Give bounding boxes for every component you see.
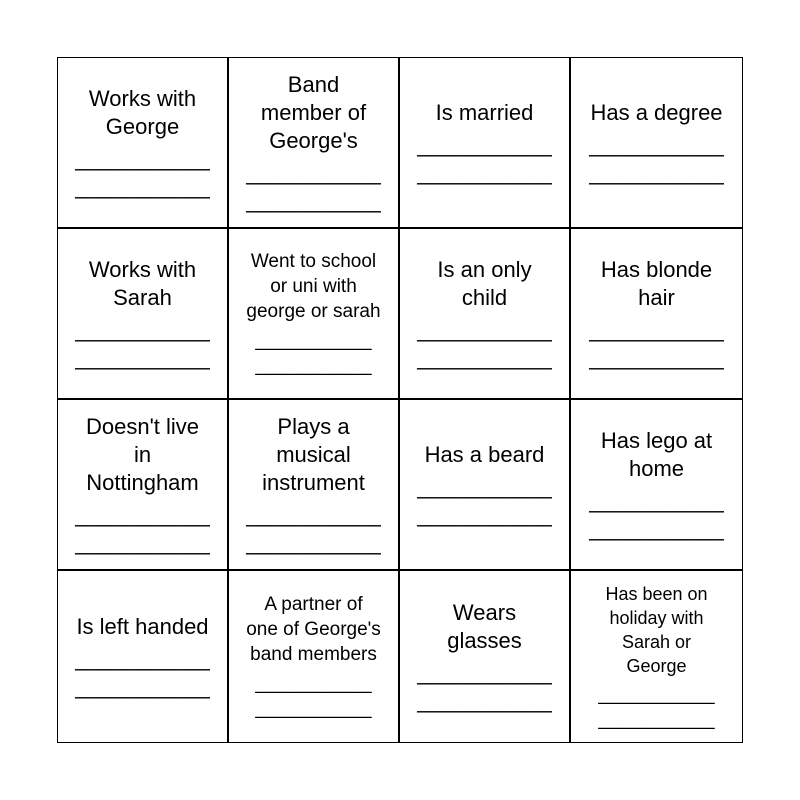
- cell-answer-lines: ___________ ___________: [246, 501, 381, 555]
- bingo-cell[interactable]: [58, 400, 229, 571]
- bingo-cell[interactable]: [571, 58, 742, 229]
- cell-answer-lines: ___________ ___________: [75, 316, 210, 370]
- cell-prompt: Is married: [435, 99, 534, 125]
- cell-prompt: Doesn't live in Nottingham: [85, 413, 200, 495]
- bingo-cell[interactable]: [400, 229, 571, 400]
- cell-answer-lines: ___________ ___________: [589, 131, 724, 185]
- cell-prompt: Is an only child: [437, 256, 532, 310]
- cell-answer-lines: ___________ ___________: [75, 501, 210, 555]
- bingo-cell[interactable]: [571, 571, 742, 742]
- cell-prompt: Band member of George's: [260, 71, 367, 153]
- cell-answer-lines: ___________ ___________: [75, 145, 210, 199]
- bingo-board: [57, 57, 743, 743]
- cell-prompt: Works with George: [88, 85, 197, 139]
- cell-prompt: Wears glasses: [447, 599, 522, 653]
- bingo-cell[interactable]: [229, 400, 400, 571]
- cell-answer-lines: ___________ ___________: [75, 645, 210, 699]
- cell-answer-lines: ___________ ___________: [255, 330, 372, 376]
- cell-prompt: Has lego at home: [600, 427, 713, 481]
- cell-prompt: Is left handed: [76, 613, 209, 639]
- cell-prompt: A partner of one of George's band members: [246, 594, 381, 665]
- cell-prompt: Has a beard: [424, 441, 545, 467]
- cell-answer-lines: ___________ ___________: [598, 683, 715, 730]
- cell-answer-lines: ___________ ___________: [589, 487, 724, 541]
- cell-answer-lines: ___________ ___________: [417, 473, 552, 527]
- bingo-cell[interactable]: [229, 58, 400, 229]
- cell-answer-lines: ___________ ___________: [417, 659, 552, 713]
- cell-prompt: Went to school or uni with george or sarah: [246, 251, 381, 322]
- bingo-cell[interactable]: [400, 400, 571, 571]
- bingo-cell[interactable]: [58, 58, 229, 229]
- cell-answer-lines: ___________ ___________: [417, 316, 552, 370]
- cell-answer-lines: ___________ ___________: [255, 673, 372, 719]
- cell-prompt: Works with Sarah: [88, 256, 197, 310]
- bingo-cell[interactable]: [571, 400, 742, 571]
- cell-prompt: Has a degree: [590, 99, 723, 125]
- cell-prompt: Has blonde hair: [600, 256, 713, 310]
- bingo-cell[interactable]: [58, 571, 229, 742]
- cell-prompt: Has been on holiday with Sarah or George: [605, 583, 708, 676]
- bingo-cell[interactable]: [400, 571, 571, 742]
- bingo-cell[interactable]: [571, 229, 742, 400]
- cell-answer-lines: ___________ ___________: [417, 131, 552, 185]
- cell-answer-lines: ___________ ___________: [246, 159, 381, 213]
- bingo-cell[interactable]: [400, 58, 571, 229]
- cell-answer-lines: ___________ ___________: [589, 316, 724, 370]
- cell-prompt: Plays a musical instrument: [262, 413, 365, 495]
- bingo-cell[interactable]: [58, 229, 229, 400]
- bingo-cell[interactable]: [229, 571, 400, 742]
- bingo-cell[interactable]: [229, 229, 400, 400]
